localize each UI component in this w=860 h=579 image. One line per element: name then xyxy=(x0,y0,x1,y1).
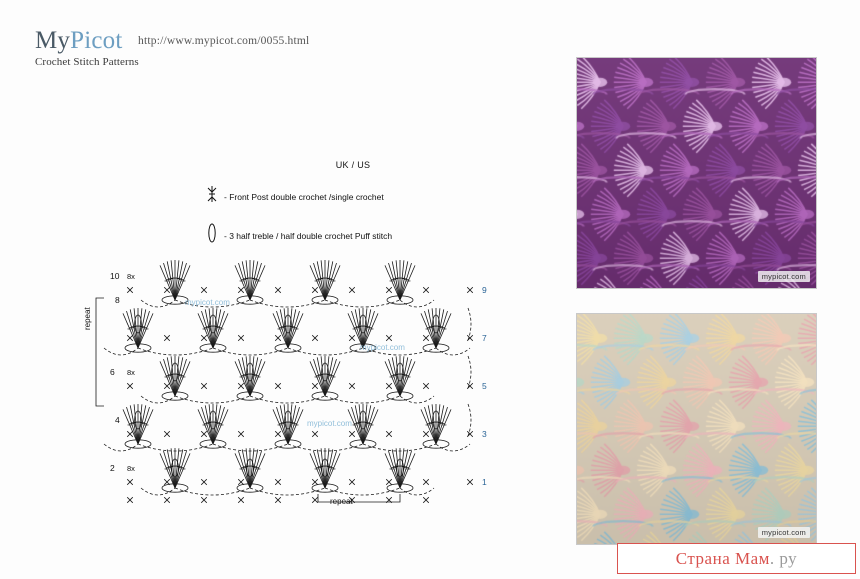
svg-text:2: 2 xyxy=(110,463,115,473)
svg-text:4: 4 xyxy=(115,415,120,425)
svg-text:1: 1 xyxy=(482,477,487,487)
svg-text:9: 9 xyxy=(482,285,487,295)
swatch-photo-purple xyxy=(576,57,817,289)
photo-credit: mypicot.com xyxy=(758,527,810,538)
legend-title: UK / US xyxy=(335,160,371,170)
brand-title-picot: Picot xyxy=(70,27,123,54)
svg-text:3: 3 xyxy=(482,429,487,439)
banner-suffix: . ру xyxy=(769,548,798,568)
front-post-double-crochet-icon xyxy=(200,184,224,209)
page-url: http://www.mypicot.com/0055.html xyxy=(138,35,310,47)
svg-text:5: 5 xyxy=(482,381,487,391)
crochet-chart xyxy=(70,238,510,518)
svg-text:8: 8 xyxy=(115,295,120,305)
site-banner[interactable] xyxy=(617,543,856,574)
svg-text:7: 7 xyxy=(482,333,487,343)
svg-text:8x: 8x xyxy=(127,272,135,281)
chart-watermark: mypicot.com xyxy=(307,419,352,428)
svg-text:10: 10 xyxy=(110,271,120,281)
brand-subtitle: Crochet Stitch Patterns xyxy=(35,56,139,69)
svg-text:8x: 8x xyxy=(127,368,135,377)
brand-title-my: My xyxy=(35,27,71,54)
svg-text:8x: 8x xyxy=(127,464,135,473)
chart-watermark: mypicot.com xyxy=(360,343,405,352)
swatch-photo-pastel xyxy=(576,313,817,545)
chart-watermark: mypicot.com xyxy=(185,298,230,307)
banner-label xyxy=(676,549,797,569)
svg-text:6: 6 xyxy=(110,367,115,377)
legend-item-label: - Front Post double crochet /single crochet xyxy=(224,191,384,202)
repeat-label-vertical: repeat xyxy=(83,307,92,330)
legend-item-front-post xyxy=(188,184,518,209)
legend-item-label: - 3 half treble / half double crochet Puff stitch xyxy=(224,230,393,241)
photo-credit: mypicot.com xyxy=(758,271,810,282)
repeat-label-horizontal: repeat xyxy=(330,497,353,506)
banner-main: Страна Мам xyxy=(675,548,770,568)
